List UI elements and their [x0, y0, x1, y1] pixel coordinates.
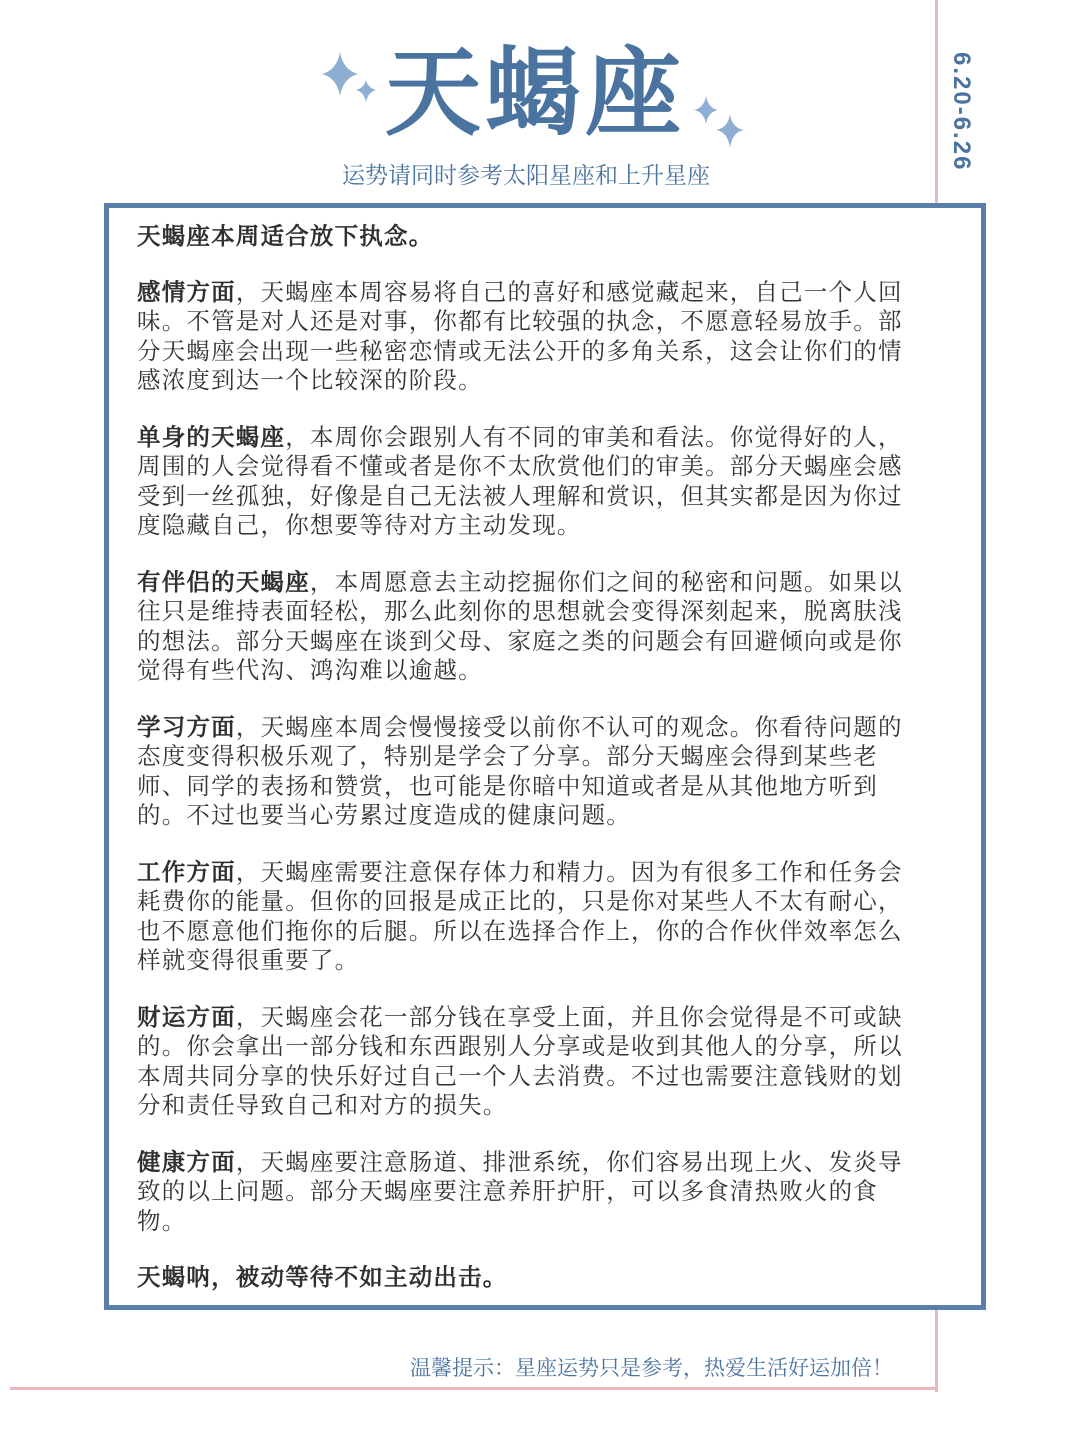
section-text: ，天蝎座本周会慢慢接受以前你不认可的观念。你看待问题的态度变得积极乐观了，特别是学会了分享。部分天蝎座会得到某些老师、同学的表扬和赞赏，也可能是你暗中知道或者是从其他地方听到的。不过也要当心劳累过度造成的健康问题。: [137, 712, 903, 829]
section-heading: 感情方面: [137, 277, 236, 306]
section-partnered: [137, 568, 917, 686]
section-emotion: [137, 278, 917, 396]
footer-tip: 温馨提示：星座运势只是参考，热爱生活好运加倍！: [410, 1356, 893, 1380]
section-text: ，天蝎座要注意肠道、排泄系统，你们容易出现上火、发炎导致的以上问题。部分天蝎座要注意养肝护肝，可以多食清热败火的食物。: [137, 1147, 903, 1235]
section-text: ，本周你会跟别人有不同的审美和看法。你觉得好的人，周围的人会觉得看不懂或者是你不太欣赏他们的审美。部分天蝎座会感受到一丝孤独，好像是自己无法被人理解和赏识，但其实都是因为你过度隐藏自己，你想要等待对方主动发现。: [137, 422, 903, 539]
section-text: ，本周愿意去主动挖掘你们之间的秘密和问题。如果以往只是维持表面轻松，那么此刻你的思想就会变得深刻起来，脱离肤浅的想法。部分天蝎座在谈到父母、家庭之类的问题会有回避倾向或是你觉得有些代沟、鸿沟难以逾越。: [137, 567, 903, 684]
section-heading: 健康方面: [137, 1147, 236, 1176]
section-health: [137, 1148, 917, 1237]
horoscope-content: [137, 222, 917, 1293]
horoscope-card: [104, 203, 986, 1310]
date-range: 6.20-6.26: [948, 52, 975, 172]
section-text: ，天蝎座本周容易将自己的喜好和感觉藏起来，自己一个人回味。不管是对人还是对事，你都有比较强的执念，不愿意轻易放手。部分天蝎座会出现一些秘密恋情或无法公开的多角关系，这会让你们的情感浓度到达一个比较深的阶段。: [137, 277, 903, 394]
section-text: ，天蝎座需要注意保存体力和精力。因为有很多工作和任务会耗费你的能量。但你的回报是成正比的，只是你对某些人不太有耐心，也不愿意他们拖你的后腿。所以在选择合作上，你的合作伙伴效率怎么样就变得很重要了。: [137, 857, 903, 974]
section-heading: 有伴侣的天蝎座: [137, 567, 310, 596]
lead-sentence: 天蝎座本周适合放下执念。: [137, 222, 434, 250]
section-heading: 单身的天蝎座: [137, 422, 286, 451]
section-text: ，天蝎座会花一部分钱在享受上面，并且你会觉得是不可或缺的。你会拿出一部分钱和东西跟别人分享或是收到其他人的分享，所以本周共同分享的快乐好过自己一个人去消费。不过也需要注意钱财的划分和责任导致自己和对方的损失。: [137, 1002, 903, 1119]
section-heading: 工作方面: [137, 857, 236, 886]
section-heading: 财运方面: [137, 1002, 236, 1031]
closing-sentence: 天蝎呐，被动等待不如主动出击。: [137, 1263, 508, 1291]
pink-horizontal-line: [10, 1387, 938, 1390]
section-wealth: [137, 1003, 917, 1121]
section-single: [137, 423, 917, 541]
page-title: 天蝎座: [385, 37, 685, 149]
section-study: [137, 713, 917, 831]
section-work: [137, 858, 917, 976]
section-heading: 学习方面: [137, 712, 236, 741]
page-subtitle: 运势请同时参考太阳星座和上升星座: [342, 163, 710, 189]
